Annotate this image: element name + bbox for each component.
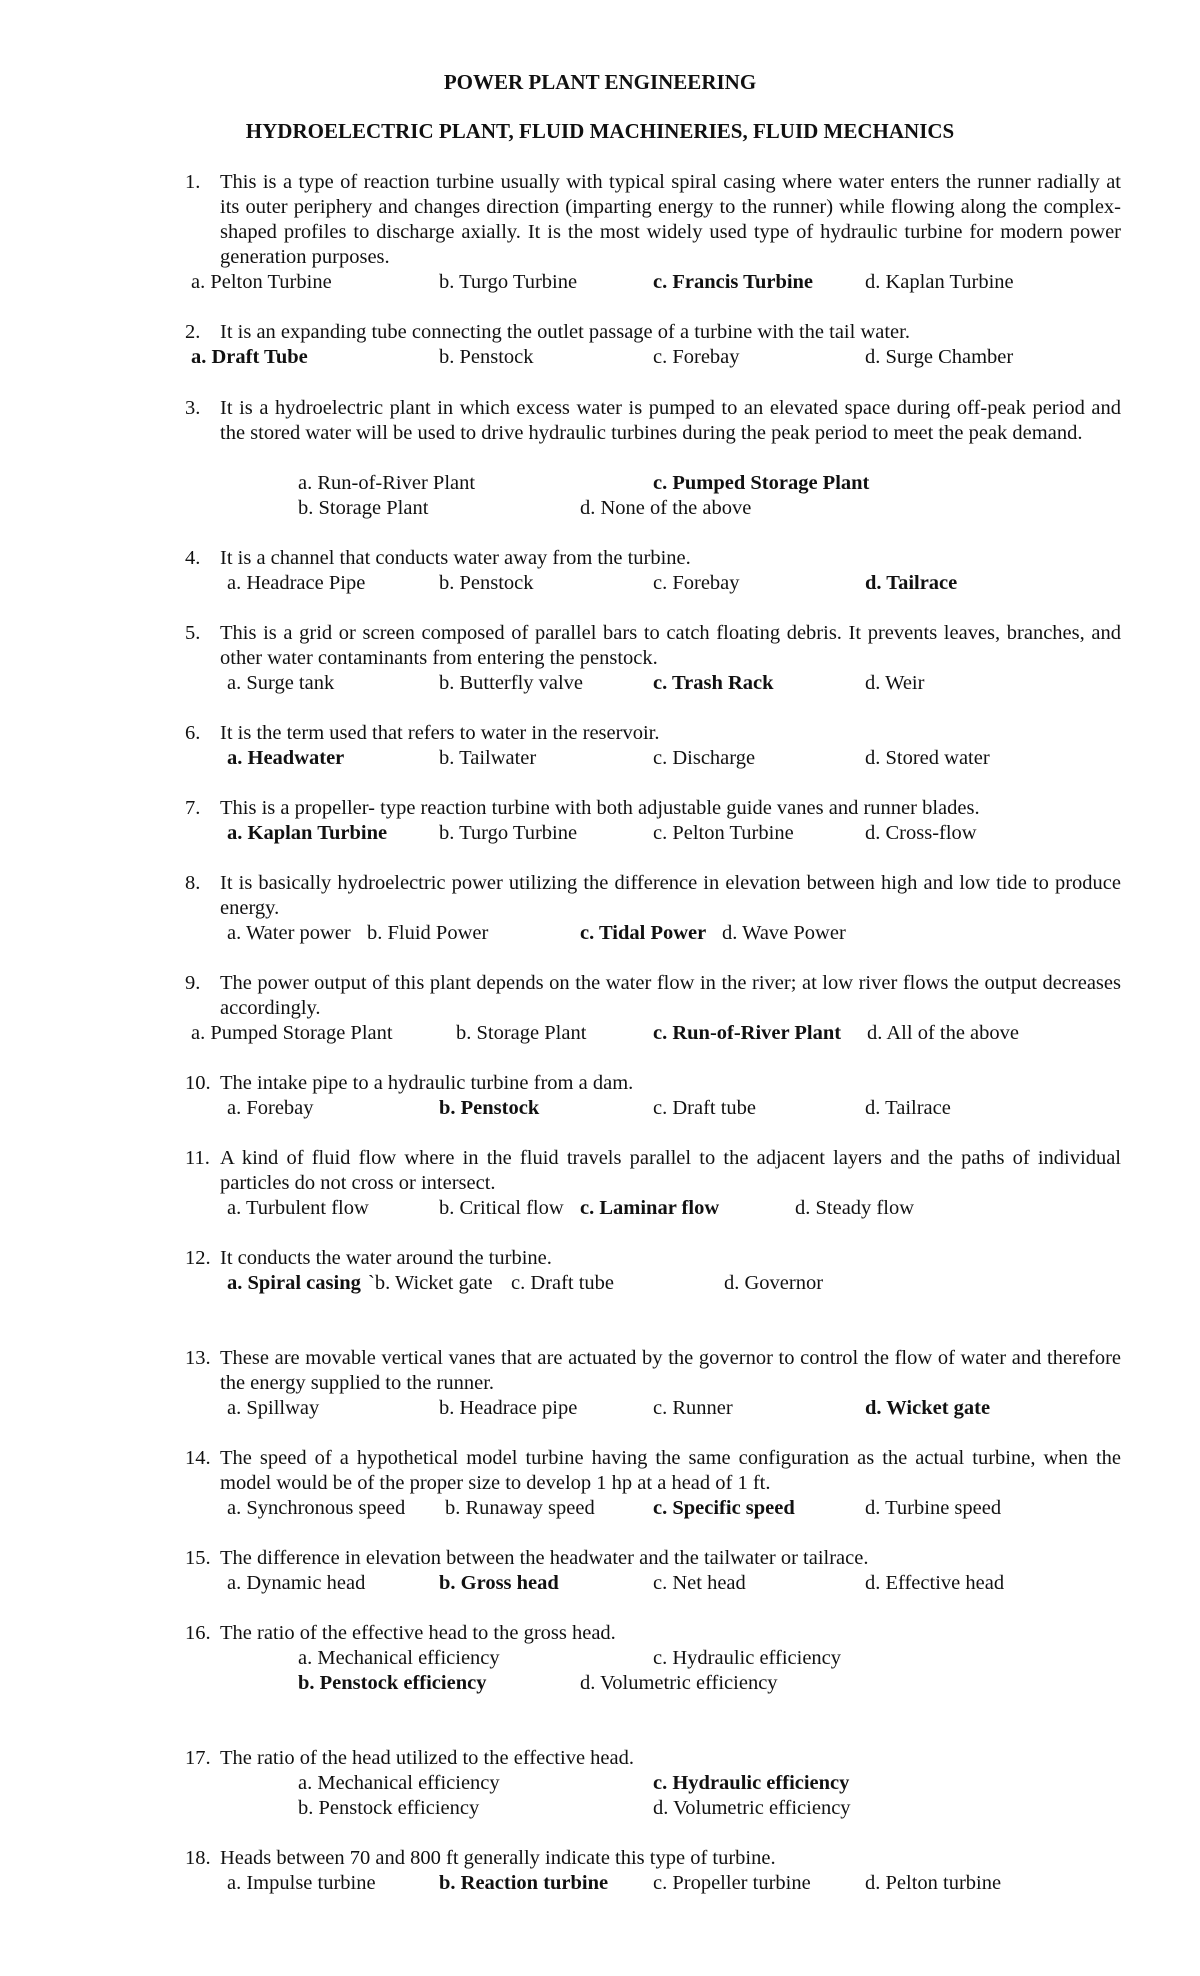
option-b-answer: b. Penstock	[439, 1097, 540, 1119]
question-text: A kind of fluid flow where in the fluid travels parallel to the adjacent layers and the paths of individual particles do not cross or intersect.	[220, 1147, 1121, 1194]
question-number: 7.	[185, 797, 201, 819]
option-c: c. Forebay	[653, 572, 740, 594]
question-text: It is the term used that refers to water in the reservoir.	[220, 722, 660, 744]
question-3	[185, 396, 1121, 446]
option-a: a. Run-of-River Plant	[298, 472, 476, 494]
option-c: c. Net head	[653, 1572, 746, 1594]
option-c-answer: c. Specific speed	[653, 1497, 795, 1519]
option-a: a. Pelton Turbine	[191, 271, 332, 293]
question-text: This is a grid or screen composed of parallel bars to catch floating debris. It prevents leaves, branches, and other water contaminants from entering the penstock.	[220, 622, 1121, 669]
option-b: b. Fluid Power	[367, 922, 489, 944]
option-c: c. Draft tube	[653, 1097, 757, 1119]
option-d: d. Governor	[724, 1272, 824, 1294]
question-number: 14.	[185, 1447, 211, 1469]
option-c: c. Draft tube	[511, 1272, 615, 1294]
option-d: d. Kaplan Turbine	[865, 271, 1014, 293]
option-d: d. Pelton turbine	[865, 1872, 1002, 1894]
option-a-answer: a. Kaplan Turbine	[227, 822, 388, 844]
option-b: b. Headrace pipe	[439, 1397, 578, 1419]
option-b: b. Penstock	[439, 572, 534, 594]
option-b-answer: b. Reaction turbine	[439, 1872, 609, 1894]
option-a: a. Water power	[227, 922, 351, 944]
question-number: 17.	[185, 1747, 211, 1769]
option-d: d. Stored water	[865, 747, 990, 769]
question-number: 11.	[185, 1147, 210, 1169]
question-text: This is a propeller- type reaction turbine with both adjustable guide vanes and runner blades.	[220, 797, 980, 819]
question-number: 10.	[185, 1072, 211, 1094]
question-number: 12.	[185, 1247, 211, 1269]
question-6	[185, 721, 1121, 746]
question-text: It is a hydroelectric plant in which excess water is pumped to an elevated space during off-peak period and the stored water will be used to drive hydraulic turbines during the peak period to meet the peak demand.	[220, 397, 1121, 444]
question-14	[185, 1446, 1121, 1496]
option-a: a. Synchronous speed	[227, 1497, 406, 1519]
question-number: 9.	[185, 972, 201, 994]
question-5	[185, 621, 1121, 671]
option-a: a. Forebay	[227, 1097, 314, 1119]
option-c: c. Runner	[653, 1397, 733, 1419]
question-text: It is a channel that conducts water away from the turbine.	[220, 547, 691, 569]
question-text: The ratio of the head utilized to the effective head.	[220, 1747, 634, 1769]
option-d: d. Effective head	[865, 1572, 1005, 1594]
question-number: 5.	[185, 622, 201, 644]
question-number: 16.	[185, 1622, 211, 1644]
option-d: d. Wave Power	[722, 922, 846, 944]
question-4	[185, 546, 1121, 571]
option-c-answer: c. Run-of-River Plant	[653, 1022, 842, 1044]
option-c-answer: c. Laminar flow	[580, 1197, 720, 1219]
option-c-answer: c. Hydraulic efficiency	[653, 1772, 850, 1794]
option-a: a. Impulse turbine	[227, 1872, 376, 1894]
option-d: d. Volumetric efficiency	[653, 1797, 851, 1819]
question-1	[185, 170, 1121, 270]
question-number: 18.	[185, 1847, 211, 1869]
option-a: a. Pumped Storage Plant	[191, 1022, 393, 1044]
option-c-answer: c. Tidal Power	[580, 922, 707, 944]
option-d: d. Turbine speed	[865, 1497, 1002, 1519]
option-d: d. None of the above	[580, 497, 752, 519]
question-number: 13.	[185, 1347, 211, 1369]
question-11	[185, 1146, 1121, 1196]
question-18	[185, 1846, 1121, 1871]
option-b: b. Penstock	[439, 346, 534, 368]
question-text: The intake pipe to a hydraulic turbine from a dam.	[220, 1072, 634, 1094]
option-b: b. Turgo Turbine	[439, 822, 578, 844]
question-16	[185, 1621, 1121, 1646]
question-text: These are movable vertical vanes that are actuated by the governor to control the flow of water and therefore the energy supplied to the runner.	[220, 1347, 1121, 1394]
option-b: b. Penstock efficiency	[298, 1797, 480, 1819]
option-c: c. Discharge	[653, 747, 756, 769]
option-d: d. Tailrace	[865, 1097, 951, 1119]
option-b: b. Turgo Turbine	[439, 271, 578, 293]
option-b-answer: b. Penstock efficiency	[298, 1672, 487, 1694]
question-13	[185, 1346, 1121, 1396]
option-d: d. Surge Chamber	[865, 346, 1014, 368]
question-8	[185, 871, 1121, 921]
option-c: c. Forebay	[653, 346, 740, 368]
question-7	[185, 796, 1121, 821]
question-text: Heads between 70 and 800 ft generally indicate this type of turbine.	[220, 1847, 776, 1869]
question-text: The speed of a hypothetical model turbine having the same configuration as the actual turbine, when the model would be of the proper size to develop 1 hp at a head of 1 ft.	[220, 1447, 1121, 1494]
option-c-answer: c. Pumped Storage Plant	[653, 472, 870, 494]
question-text: It conducts the water around the turbine.	[220, 1247, 552, 1269]
document-subtitle: HYDROELECTRIC PLANT, FLUID MACHINERIES, FLUID MECHANICS	[245, 119, 955, 143]
question-number: 3.	[185, 397, 201, 419]
option-b: b. Butterfly valve	[439, 672, 584, 694]
option-d: d. Volumetric efficiency	[580, 1672, 778, 1694]
question-text: This is a type of reaction turbine usually with typical spiral casing where water enters the runner radially at its outer periphery and changes direction (imparting energy to the runner) while flowing along the complex-shaped profiles to discharge axially. It is the most widely used type of hydraulic turbine for modern power generation purposes.	[220, 171, 1121, 268]
option-c-answer: c. Francis Turbine	[653, 271, 814, 293]
option-a: a. Dynamic head	[227, 1572, 366, 1594]
question-number: 6.	[185, 722, 201, 744]
option-d: d. Weir	[865, 672, 925, 694]
option-b-answer: b. Gross head	[439, 1572, 559, 1594]
option-b: b. Tailwater	[439, 747, 537, 769]
question-text: The difference in elevation between the headwater and the tailwater or tailrace.	[220, 1547, 869, 1569]
option-a: a. Spillway	[227, 1397, 320, 1419]
question-17	[185, 1746, 1121, 1771]
option-a: a. Headrace Pipe	[227, 572, 366, 594]
option-d: d. Steady flow	[795, 1197, 914, 1219]
option-a-answer: a. Spiral casing	[227, 1272, 361, 1294]
option-b: `b. Wicket gate	[368, 1272, 493, 1294]
question-number: 15.	[185, 1547, 211, 1569]
option-b: b. Critical flow	[439, 1197, 564, 1219]
option-d-answer: d. Wicket gate	[865, 1397, 991, 1419]
question-9	[185, 971, 1121, 1021]
option-d: d. All of the above	[867, 1022, 1020, 1044]
option-c-answer: c. Trash Rack	[653, 672, 774, 694]
document-title: POWER PLANT ENGINEERING	[443, 70, 757, 94]
option-d-answer: d. Tailrace	[865, 572, 958, 594]
option-a-answer: a. Draft Tube	[191, 346, 308, 368]
option-c: c. Propeller turbine	[653, 1872, 811, 1894]
question-15	[185, 1546, 1121, 1571]
option-d: d. Cross-flow	[865, 822, 977, 844]
question-number: 4.	[185, 547, 201, 569]
question-text: The power output of this plant depends on the water flow in the river; at low river flows the output decreases accordingly.	[220, 972, 1121, 1019]
question-number: 8.	[185, 872, 201, 894]
question-text: The ratio of the effective head to the gross head.	[220, 1622, 616, 1644]
question-number: 2.	[185, 321, 201, 343]
question-text: It is an expanding tube connecting the outlet passage of a turbine with the tail water.	[220, 321, 910, 343]
option-a: a. Surge tank	[227, 672, 335, 694]
question-10	[185, 1071, 1121, 1096]
option-a-answer: a. Headwater	[227, 747, 345, 769]
option-b: b. Runaway speed	[445, 1497, 595, 1519]
question-2	[185, 320, 1121, 345]
question-text: It is basically hydroelectric power utilizing the difference in elevation between high and low tide to produce energy.	[220, 872, 1121, 919]
option-a: a. Turbulent flow	[227, 1197, 369, 1219]
question-12	[185, 1246, 1121, 1271]
question-number: 1.	[185, 171, 201, 193]
option-a: a. Mechanical efficiency	[298, 1647, 500, 1669]
option-c: c. Hydraulic efficiency	[653, 1647, 842, 1669]
option-b: b. Storage Plant	[298, 497, 429, 519]
option-c: c. Pelton Turbine	[653, 822, 794, 844]
option-b: b. Storage Plant	[456, 1022, 587, 1044]
option-a: a. Mechanical efficiency	[298, 1772, 500, 1794]
